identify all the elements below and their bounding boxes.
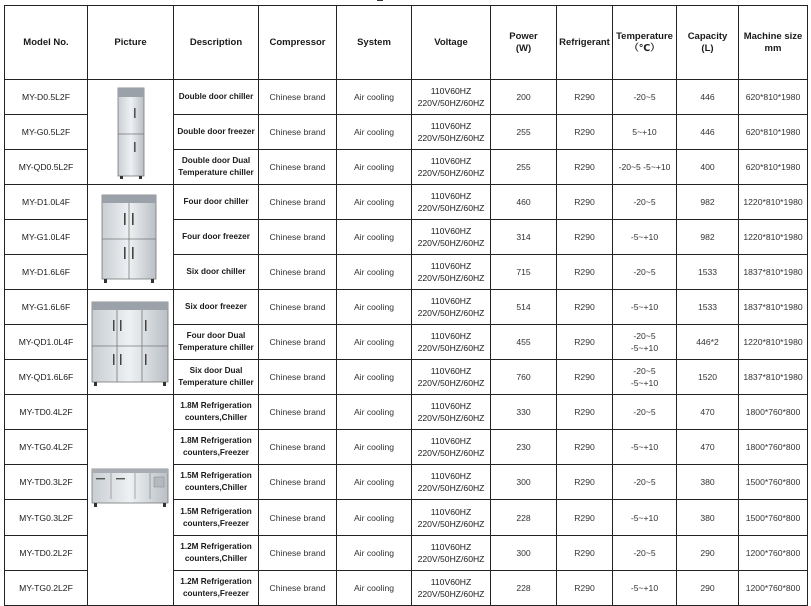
machine-size-cell: 620*810*1980 <box>739 115 808 150</box>
refrigerant-cell: R290 <box>557 430 613 465</box>
header-capacity: Capacity (L) <box>677 6 739 80</box>
power-cell: 314 <box>491 220 557 255</box>
power-cell: 455 <box>491 325 557 360</box>
table-row <box>5 290 808 325</box>
power-cell: 255 <box>491 150 557 185</box>
refrigerant-cell: R290 <box>557 290 613 325</box>
machine-size-cell: 1500*760*800 <box>739 465 808 500</box>
machine-size-cell: 1200*760*800 <box>739 535 808 570</box>
system-cell: Air cooling <box>337 535 412 570</box>
header-machine-size: Machine size mm <box>739 6 808 80</box>
temperature-cell: -5~+10 <box>613 570 677 605</box>
voltage-cell: 110V60HZ 220V/50HZ/60HZ <box>412 255 491 290</box>
temperature-cell: -5~+10 <box>613 430 677 465</box>
capacity-cell: 380 <box>677 500 739 535</box>
compressor-cell: Chinese brand <box>259 220 337 255</box>
capacity-cell: 470 <box>677 395 739 430</box>
compressor-cell: Chinese brand <box>259 255 337 290</box>
header-row <box>5 6 808 80</box>
refrigerant-cell: R290 <box>557 500 613 535</box>
compressor-cell: Chinese brand <box>259 325 337 360</box>
capacity-cell: 290 <box>677 535 739 570</box>
header-system: System <box>337 6 412 80</box>
temperature-cell: -20~5 -5~+10 <box>613 360 677 395</box>
description-cell: Four door freezer <box>174 220 259 255</box>
header-refrigerant: Refrigerant <box>557 6 613 80</box>
model-cell: MY-G0.5L2F <box>5 115 88 150</box>
voltage-cell: 110V60HZ 220V/50HZ/60HZ <box>412 325 491 360</box>
refrigerant-cell: R290 <box>557 255 613 290</box>
system-cell: Air cooling <box>337 115 412 150</box>
compressor-cell: Chinese brand <box>259 150 337 185</box>
machine-size-cell: 1837*810*1980 <box>739 290 808 325</box>
four-door-upright-fridge-image <box>88 185 174 290</box>
refrigerant-cell: R290 <box>557 150 613 185</box>
machine-size-cell: 620*810*1980 <box>739 80 808 115</box>
system-cell: Air cooling <box>337 570 412 605</box>
under-counter-fridge-image <box>88 395 174 606</box>
model-cell: MY-TD0.4L2F <box>5 395 88 430</box>
compressor-cell: Chinese brand <box>259 500 337 535</box>
description-cell: Six door freezer <box>174 290 259 325</box>
refrigerant-cell: R290 <box>557 80 613 115</box>
temperature-cell: -20~5 -5~+10 <box>613 325 677 360</box>
temperature-cell: -5~+10 <box>613 220 677 255</box>
power-cell: 230 <box>491 430 557 465</box>
voltage-cell: 110V60HZ 220V/50HZ/60HZ <box>412 430 491 465</box>
power-cell: 200 <box>491 80 557 115</box>
compressor-cell: Chinese brand <box>259 395 337 430</box>
temperature-cell: -20~5 -5~+10 <box>613 150 677 185</box>
power-cell: 228 <box>491 500 557 535</box>
description-cell: Double door Dual Temperature chiller <box>174 150 259 185</box>
temperature-cell: -5~+10 <box>613 290 677 325</box>
machine-size-cell: 1200*760*800 <box>739 570 808 605</box>
header-description: Description <box>174 6 259 80</box>
system-cell: Air cooling <box>337 430 412 465</box>
model-cell: MY-QD1.6L6F <box>5 360 88 395</box>
capacity-cell: 446 <box>677 80 739 115</box>
voltage-cell: 110V60HZ 220V/50HZ/60HZ <box>412 290 491 325</box>
power-cell: 760 <box>491 360 557 395</box>
capacity-cell: 982 <box>677 185 739 220</box>
model-cell: MY-D1.0L4F <box>5 185 88 220</box>
header-compressor: Compressor <box>259 6 337 80</box>
product-spec-table <box>4 5 808 606</box>
temperature-cell: -20~5 <box>613 465 677 500</box>
description-cell: Six door Dual Temperature chiller <box>174 360 259 395</box>
compressor-cell: Chinese brand <box>259 465 337 500</box>
compressor-cell: Chinese brand <box>259 570 337 605</box>
header-model: Model No. <box>5 6 88 80</box>
voltage-cell: 110V60HZ 220V/50HZ/60HZ <box>412 115 491 150</box>
capacity-cell: 290 <box>677 570 739 605</box>
voltage-cell: 110V60HZ 220V/50HZ/60HZ <box>412 395 491 430</box>
temperature-cell: 5~+10 <box>613 115 677 150</box>
refrigerant-cell: R290 <box>557 115 613 150</box>
refrigerant-cell: R290 <box>557 465 613 500</box>
machine-size-cell: 1220*810*1980 <box>739 325 808 360</box>
system-cell: Air cooling <box>337 80 412 115</box>
voltage-cell: 110V60HZ 220V/50HZ/60HZ <box>412 185 491 220</box>
power-cell: 300 <box>491 465 557 500</box>
compressor-cell: Chinese brand <box>259 535 337 570</box>
machine-size-cell: 1800*760*800 <box>739 395 808 430</box>
capacity-cell: 446 <box>677 115 739 150</box>
system-cell: Air cooling <box>337 220 412 255</box>
system-cell: Air cooling <box>337 395 412 430</box>
model-cell: MY-TD0.3L2F <box>5 465 88 500</box>
power-cell: 715 <box>491 255 557 290</box>
voltage-cell: 110V60HZ 220V/50HZ/60HZ <box>412 150 491 185</box>
temperature-cell: -20~5 <box>613 185 677 220</box>
capacity-cell: 1520 <box>677 360 739 395</box>
power-cell: 228 <box>491 570 557 605</box>
description-cell: Double door freezer <box>174 115 259 150</box>
description-cell: Four door Dual Temperature chiller <box>174 325 259 360</box>
system-cell: Air cooling <box>337 325 412 360</box>
compressor-cell: Chinese brand <box>259 360 337 395</box>
machine-size-cell: 1220*810*1980 <box>739 185 808 220</box>
voltage-cell: 110V60HZ 220V/50HZ/60HZ <box>412 220 491 255</box>
header-voltage: Voltage <box>412 6 491 80</box>
refrigerant-cell: R290 <box>557 395 613 430</box>
header-picture: Picture <box>88 6 174 80</box>
model-cell: MY-G1.0L4F <box>5 220 88 255</box>
system-cell: Air cooling <box>337 500 412 535</box>
model-cell: MY-TG0.2L2F <box>5 570 88 605</box>
power-cell: 330 <box>491 395 557 430</box>
voltage-cell: 110V60HZ 220V/50HZ/60HZ <box>412 360 491 395</box>
model-cell: MY-D0.5L2F <box>5 80 88 115</box>
voltage-cell: 110V60HZ 220V/50HZ/60HZ <box>412 80 491 115</box>
compressor-cell: Chinese brand <box>259 430 337 465</box>
refrigerant-cell: R290 <box>557 325 613 360</box>
power-cell: 300 <box>491 535 557 570</box>
refrigerant-cell: R290 <box>557 360 613 395</box>
table-row <box>5 395 808 430</box>
capacity-cell: 400 <box>677 150 739 185</box>
model-cell: MY-TG0.3L2F <box>5 500 88 535</box>
refrigerant-cell: R290 <box>557 535 613 570</box>
system-cell: Air cooling <box>337 150 412 185</box>
temperature-cell: -20~5 <box>613 395 677 430</box>
power-cell: 460 <box>491 185 557 220</box>
capacity-cell: 982 <box>677 220 739 255</box>
model-cell: MY-TG0.4L2F <box>5 430 88 465</box>
compressor-cell: Chinese brand <box>259 115 337 150</box>
description-cell: 1.2M Refrigeration counters,Freezer <box>174 570 259 605</box>
voltage-cell: 110V60HZ 220V/50HZ/60HZ <box>412 535 491 570</box>
table-row <box>5 185 808 220</box>
voltage-cell: 110V60HZ 220V/50HZ/60HZ <box>412 500 491 535</box>
capacity-cell: 470 <box>677 430 739 465</box>
six-door-upright-fridge-image <box>88 290 174 395</box>
capacity-cell: 1533 <box>677 290 739 325</box>
description-cell: 1.5M Refrigeration counters,Freezer <box>174 500 259 535</box>
machine-size-cell: 1837*810*1980 <box>739 255 808 290</box>
temperature-cell: -20~5 <box>613 80 677 115</box>
header-power: Power (W) <box>491 6 557 80</box>
table-row <box>5 80 808 115</box>
power-cell: 255 <box>491 115 557 150</box>
power-cell: 514 <box>491 290 557 325</box>
system-cell: Air cooling <box>337 255 412 290</box>
capacity-cell: 380 <box>677 465 739 500</box>
model-cell: MY-QD0.5L2F <box>5 150 88 185</box>
two-door-upright-fridge-image <box>88 80 174 185</box>
voltage-cell: 110V60HZ 220V/50HZ/60HZ <box>412 465 491 500</box>
model-cell: MY-TD0.2L2F <box>5 535 88 570</box>
system-cell: Air cooling <box>337 290 412 325</box>
machine-size-cell: 1500*760*800 <box>739 500 808 535</box>
system-cell: Air cooling <box>337 465 412 500</box>
temperature-cell: -5~+10 <box>613 500 677 535</box>
description-cell: 1.5M Refrigeration counters,Chiller <box>174 465 259 500</box>
capacity-cell: 446*2 <box>677 325 739 360</box>
model-cell: MY-QD1.0L4F <box>5 325 88 360</box>
compressor-cell: Chinese brand <box>259 185 337 220</box>
temperature-cell: -20~5 <box>613 255 677 290</box>
description-cell: 1.8M Refrigeration counters,Chiller <box>174 395 259 430</box>
machine-size-cell: 1837*810*1980 <box>739 360 808 395</box>
description-cell: 1.2M Refrigeration counters,Chiller <box>174 535 259 570</box>
top-mark <box>377 0 383 4</box>
header-temperature: Temperature （℃） <box>613 6 677 80</box>
machine-size-cell: 620*810*1980 <box>739 150 808 185</box>
system-cell: Air cooling <box>337 360 412 395</box>
refrigerant-cell: R290 <box>557 570 613 605</box>
refrigerant-cell: R290 <box>557 220 613 255</box>
description-cell: 1.8M Refrigeration counters,Freezer <box>174 430 259 465</box>
machine-size-cell: 1220*810*1980 <box>739 220 808 255</box>
description-cell: Double door chiller <box>174 80 259 115</box>
description-cell: Six door chiller <box>174 255 259 290</box>
refrigerant-cell: R290 <box>557 185 613 220</box>
voltage-cell: 110V60HZ 220V/50HZ/60HZ <box>412 570 491 605</box>
description-cell: Four door chiller <box>174 185 259 220</box>
temperature-cell: -20~5 <box>613 535 677 570</box>
model-cell: MY-G1.6L6F <box>5 290 88 325</box>
model-cell: MY-D1.6L6F <box>5 255 88 290</box>
capacity-cell: 1533 <box>677 255 739 290</box>
compressor-cell: Chinese brand <box>259 290 337 325</box>
compressor-cell: Chinese brand <box>259 80 337 115</box>
system-cell: Air cooling <box>337 185 412 220</box>
machine-size-cell: 1800*760*800 <box>739 430 808 465</box>
